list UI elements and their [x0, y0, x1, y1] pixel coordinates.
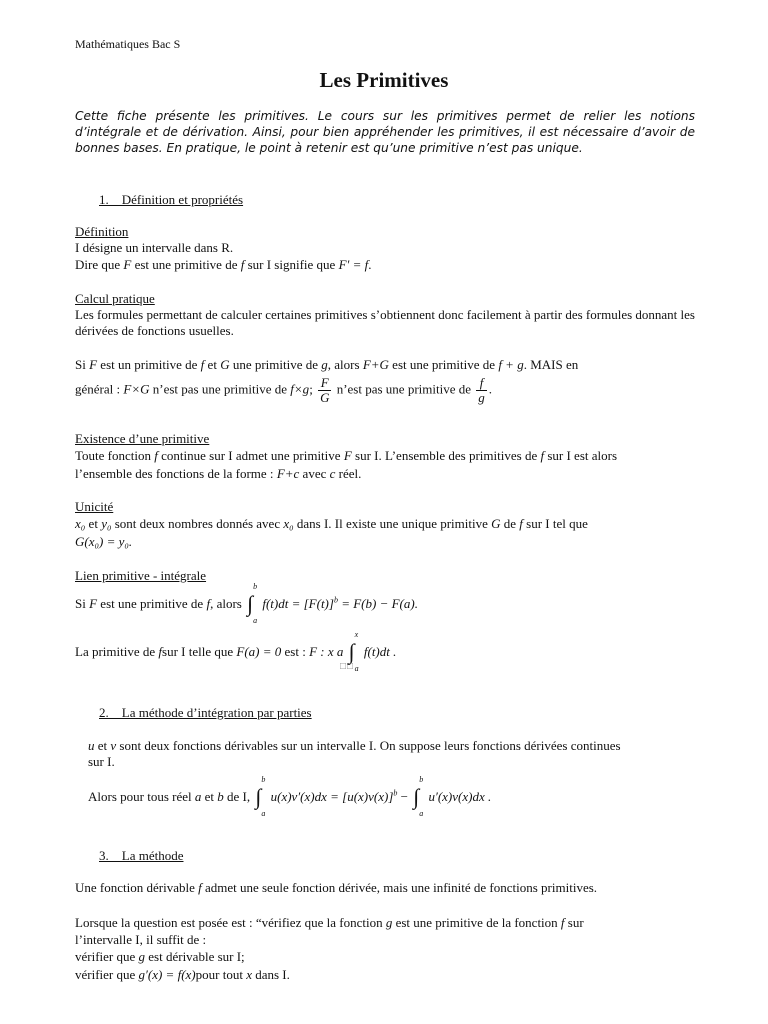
definition-line-2: Dire que F est une primitive de f sur I signifie que F′ = f. — [75, 257, 372, 272]
methode-paragraph-2-line-1: Lorsque la question est posée est : “vérifiez que la fonction g est une primitive de la fonction f sur — [75, 915, 584, 930]
page-title: Les Primitives — [319, 68, 449, 92]
methode-paragraph-1: Une fonction dérivable f admet une seule fonction dérivée, mais une infinité de fonctions primitives. — [75, 880, 598, 895]
calcul-paragraph: Les formules permettant de calculer certaines primitives s’obtiennent donc facilement à partir des formules donnant les dérivées de fonctions usuelles. — [75, 307, 695, 338]
integral-sign: ∫ b a — [255, 775, 266, 818]
existence-line-1: Toute fonction f continue sur I admet une primitive F sur I. L’ensemble des primitives de f sur I est alors — [75, 448, 618, 463]
parties-formula-line: Alors pour tous réel a et b de I, ∫ b a $u(x)v'(x)dx = [u(x)v(x)]^b$ − ∫ b a u′(x)v(x)dx . — [88, 775, 492, 818]
unicite-line-2: G(x₀) = y₀. — [75, 534, 133, 549]
calcul-general-line: général : F×G n’est pas une primitive de f×g; $\frac{F}{G}$ n’est pas une primitive de $\frac{f}{g}$ . — [75, 375, 493, 405]
section-1-heading: 1. Définition et propriétés — [99, 192, 244, 207]
existence-heading: Existence d’une primitive — [75, 431, 210, 446]
methode-check-1: vérifier que g est dérivable sur I; — [75, 949, 245, 964]
calcul-heading: Calcul pratique — [75, 291, 155, 306]
parties-line-2: sur I. — [88, 754, 115, 769]
section-2-heading: 2. La méthode d’intégration par parties — [99, 705, 312, 720]
section-3-heading: 3. La méthode — [99, 848, 184, 863]
integral-sign: ∫ b a — [413, 775, 424, 818]
fraction-f-over-g: $\frac{f}{g}$ — [478, 375, 485, 405]
unicite-line-1: x₀ et y₀ sont deux nombres donnés avec x₀ dans I. Il existe une unique primitive G de f sur I tel que — [75, 516, 588, 531]
parties-line-1: u et v sont deux fonctions dérivables sur un intervalle I. On suppose leurs fonctions dérivées continues — [88, 738, 621, 753]
definition-heading: Définition — [75, 224, 129, 239]
lien-line-1: Si F est une primitive de f, alors ∫ b a $f(t)dt = [F(t)]^b = F(b) - F(a)$. — [75, 582, 418, 625]
integral-sign: ∫ b a — [247, 582, 258, 625]
calcul-sum-line: Si F est un primitive de f et G une primitive de g, alors F+G est une primitive de f + g. MAIS en — [75, 357, 579, 372]
fraction-F-over-G: $\frac{F}{G}$ — [320, 375, 330, 405]
definition-line-1: I désigne un intervalle dans R. — [75, 240, 234, 255]
lien-line-2: La primitive de fsur I telle que F(a) = 0 est : F : x a ∫ x a f(t)dt . — [75, 630, 397, 673]
integral-sign: ∫ x a — [348, 630, 359, 673]
lien-heading: Lien primitive - intégrale — [75, 568, 207, 583]
methode-check-2: vérifier que g′(x) = f(x)pour tout x dans I. — [75, 967, 290, 982]
existence-line-2: l’ensemble des fonctions de la forme : F+c avec c réel. — [75, 466, 362, 481]
unicite-heading: Unicité — [75, 499, 114, 514]
page-header: Mathématiques Bac S — [75, 37, 181, 51]
missing-glyph-boxes: □□ — [340, 661, 355, 672]
intro-paragraph: Cette fiche présente les primitives. Le cours sur les primitives permet de relier les notions d’intégrale et de dérivation. Ainsi, pour bien appréhender les primitives, il est nécessaire d’avoir de bonnes bases. En pratique, le point à retenir est qu’une primitive n’est pas unique. — [75, 109, 695, 155]
methode-paragraph-2-line-2: l’intervalle I, il suffit de : — [75, 932, 207, 947]
